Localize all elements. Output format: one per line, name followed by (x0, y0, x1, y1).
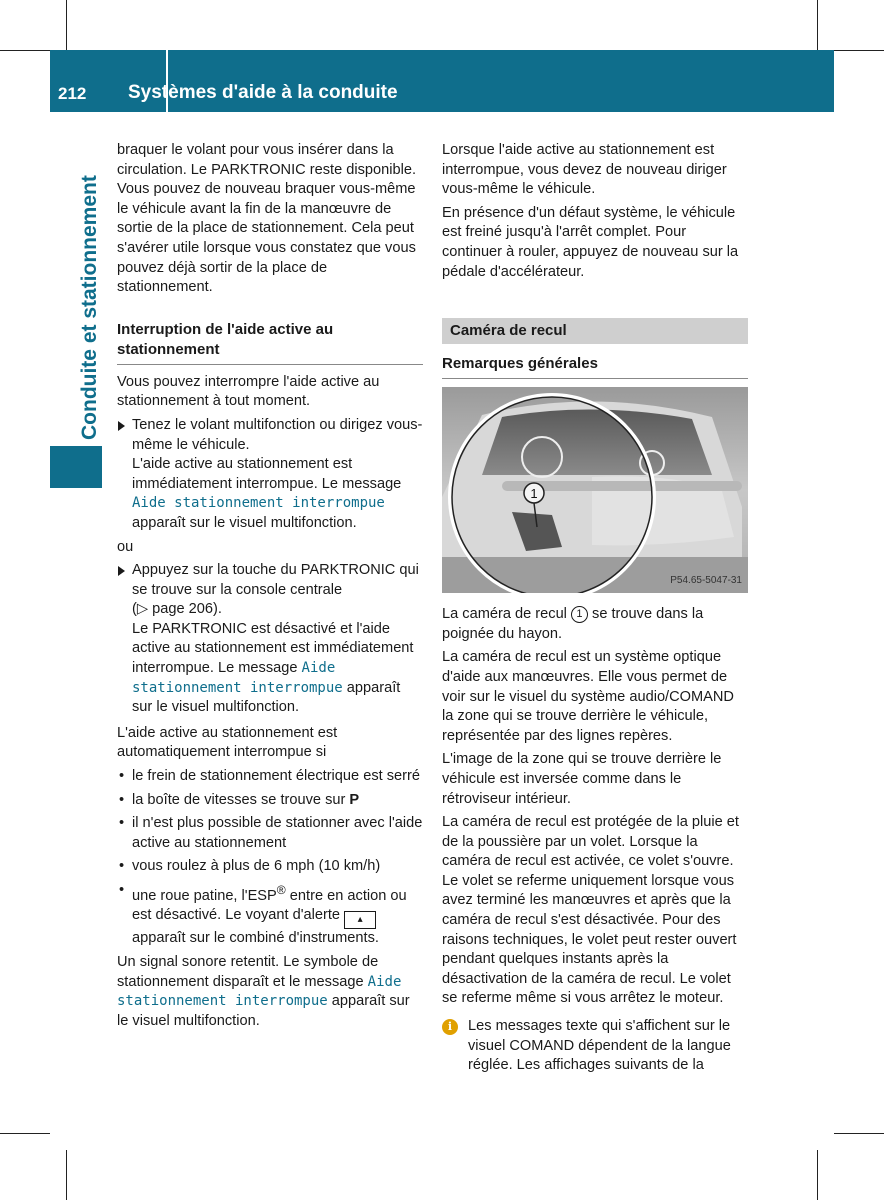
crop-mark (66, 1150, 67, 1200)
crop-mark (834, 1133, 884, 1134)
page-number: 212 (58, 84, 87, 103)
figure-callout: 1 (530, 486, 538, 502)
paragraph: L'image de la zone qui se trouve derrière le véhicule est inversée comme dans le rétroviseur intérieur. (442, 751, 722, 807)
page-reference: (▷ page 206). (132, 601, 222, 618)
side-tab-block (50, 446, 102, 488)
page-title: Systèmes d'aide à la conduite (128, 82, 398, 103)
callout-number: 1 (571, 606, 588, 623)
side-tab-label: Conduite et stationnement (78, 175, 101, 440)
paragraph: braquer le volant pour vous insérer dans la circulation. Le PARKTRONIC reste disponible. Vous pouvez de nouveau braquer vous-même le véhicule avant la fin de la manœuvre de sortie de la place de stationnement. Cela peut s'avérer utile lorsque vous constatez que vous pouvez déjà sortir de la place de stationnement. (117, 142, 417, 296)
list-item: • le frein de stationnement électrique est serré (117, 767, 423, 787)
list-item: • la boîte de vitesses se trouve sur P (117, 791, 423, 811)
section-heading: Remarques générales (442, 354, 748, 379)
section-box-heading: Caméra de recul (442, 318, 748, 344)
list-item: • une roue patine, l'ESP® entre en action ou est désactivé. Le voyant d'alerte ▴ apparaît sur le combiné d'instruments. (117, 881, 423, 949)
paragraph: L'aide active au stationnement est automatiquement interrompue si (117, 724, 338, 761)
info-note: i Les messages texte qui s'affichent sur le visuel COMAND dépendent de la langue réglée. Les affichages suivants de la (442, 1017, 748, 1076)
list-item: • il n'est plus possible de stationner avec l'aide active au stationnement (117, 814, 423, 853)
section-heading: Interruption de l'aide active au stationnement (117, 320, 423, 365)
paragraph: Un signal sonore retentit. Le symbole de stationnement disparaît et le message Aide stationnement interrompue apparaît sur le visuel multifonction. (117, 954, 410, 1029)
left-column (117, 141, 423, 1035)
instruction-step: Tenez le volant multifonction ou dirigez vous-même le véhicule. L'aide active au stationnement est immédiatement interrompue. Le message Aide stationnement interrompue apparaît sur le visuel multifonction. (117, 416, 423, 534)
crop-mark (66, 0, 67, 50)
skid-warning-icon: ▴ (344, 911, 376, 929)
figure-code: P54.65-5047-31 (670, 574, 742, 586)
list-item: • vous roulez à plus de 6 mph (10 km/h) (117, 857, 423, 877)
crop-mark (817, 1150, 818, 1200)
paragraph: La caméra de recul est un système optique d'aide aux manœuvres. Elle vous permet de voir sur le visuel du système audio/COMAND la zone qui se trouve derrière le véhicule, représentée par des lignes repères. (442, 649, 734, 744)
display-message: Aide stationnement interrompue (132, 495, 385, 512)
crop-mark (0, 50, 50, 51)
rear-camera-figure (442, 387, 748, 593)
crop-mark (834, 50, 884, 51)
crop-mark (0, 1133, 50, 1134)
paragraph: La caméra de recul 1 se trouve dans la poignée du hayon. (442, 606, 704, 642)
instruction-step: Appuyez sur la touche du PARKTRONIC qui se trouve sur la console centrale (▷ page 206). Le PARKTRONIC est désactivé et l'aide active au stationnement est immédiatement interrompue. Le message Aide stationnement interrompue apparaît sur le visuel multifonction. (117, 561, 423, 718)
paragraph: Lorsque l'aide active au stationnement est interrompue, vous devez de nouveau diriger vous-même le véhicule. (442, 142, 727, 198)
paragraph: Vous pouvez interrompre l'aide active au stationnement à tout moment. (117, 373, 380, 410)
paragraph: ou (117, 538, 134, 555)
crop-mark (817, 0, 818, 50)
info-icon: i (442, 1019, 458, 1035)
display-message: Aide stationnement interrompue (117, 973, 402, 1010)
right-column (442, 141, 748, 1076)
paragraph: En présence d'un défaut système, le véhicule est freiné jusqu'à l'arrêt complet. Pour continuer à rouler, appuyez de nouveau sur la pédale d'accélérateur. (442, 204, 739, 280)
display-message: Aide stationnement interrompue (132, 660, 343, 696)
car-rear-illustration (442, 387, 748, 593)
paragraph: La caméra de recul est protégée de la pluie et de la poussière par un volet. Lorsque la caméra de recul est activée, ce volet s'ouvre. Le volet se referme uniquement lorsque vous avez terminé les manœuvres et après que la caméra de recul s'est désactivée. Pour des raisons techniques, le volet peut rester ouvert pendant quelques instants après la désactivation de la caméra de recul. Le volet se referme même si vous arrêtez le moteur. (442, 814, 739, 1007)
